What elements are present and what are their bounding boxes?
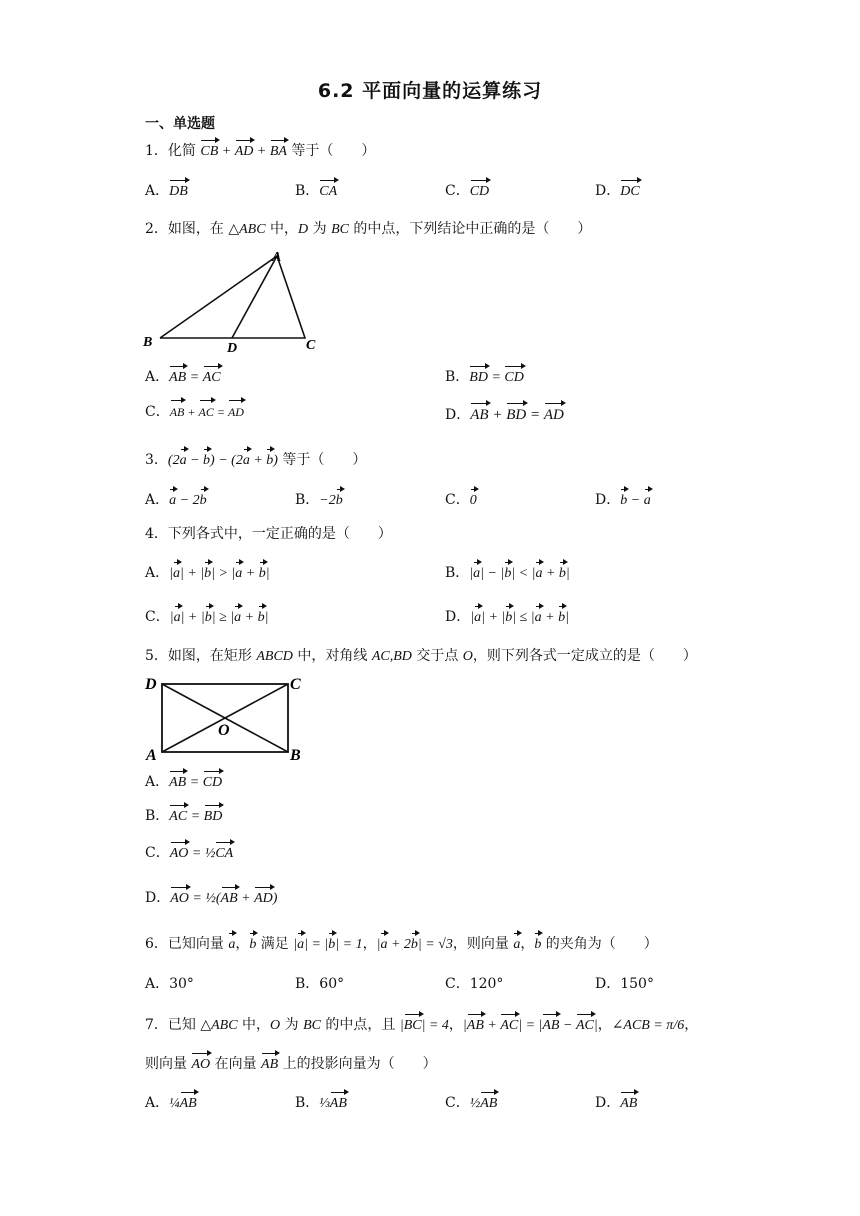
q1-option-b[interactable]: B．CA xyxy=(295,181,337,202)
question-7: 7．已知 △ABC 中，O 为 BC 的中点，且 |BC| = 4，|AB + AC| = |AB − AC|，∠ACB = π/6， xyxy=(145,1015,698,1036)
q7-option-a[interactable]: A．¼AB xyxy=(145,1093,197,1114)
q6-option-a[interactable]: A．30° xyxy=(145,976,194,992)
question-5: 5．如图，在矩形 ABCD 中，对角线 AC,BD 交于点 O，则下列各式一定成立的是（ ） xyxy=(145,648,697,664)
q6-option-d[interactable]: D．150° xyxy=(595,976,654,992)
question-6: 6．已知向量 a，b 满足 |a| = |b| = 1，|a + 2b| = √3，则向量 a，b 的夹角为（ ） xyxy=(145,934,658,955)
vertex-label-d: D xyxy=(227,341,238,353)
vertex-label-a: A xyxy=(272,250,282,265)
q4-option-b[interactable]: B．|a| − |b| < |a + b| xyxy=(445,563,570,584)
q3-option-b[interactable]: B．−2b xyxy=(295,490,343,511)
triangle-figure xyxy=(140,248,325,353)
question-1: 1．化简 CB + AD + BA 等于（ ） xyxy=(145,141,375,162)
q4-option-d[interactable]: D．|a| + |b| ≤ |a + b| xyxy=(445,607,569,628)
q5-option-c[interactable]: C．AO = ½CA xyxy=(145,843,233,864)
page-title: 6.2 平面向量的运算练习 xyxy=(317,80,543,102)
q1-option-d[interactable]: D．DC xyxy=(595,181,640,202)
svg-text:O: O xyxy=(218,722,230,739)
q7-option-b[interactable]: B．⅓AB xyxy=(295,1093,347,1114)
svg-text:C: C xyxy=(290,676,301,693)
svg-text:A: A xyxy=(146,747,157,764)
svg-text:B: B xyxy=(290,747,301,764)
q6-option-b[interactable]: B．60° xyxy=(295,976,345,992)
q3-option-c[interactable]: C．0 xyxy=(445,490,477,511)
question-4: 4．下列各式中，一定正确的是（ ） xyxy=(145,526,392,542)
svg-text:D: D xyxy=(145,676,157,693)
vertex-label-b: B xyxy=(143,335,153,350)
q2-option-a[interactable]: A．AB = AC xyxy=(145,367,221,388)
section-heading: 一、单选题 xyxy=(145,116,215,132)
q5-option-a[interactable]: A．AB = CD xyxy=(145,772,222,793)
question-3: 3．(2a − b) − (2a + b) 等于（ ） xyxy=(145,450,366,471)
question-7-line-2: 则向量 AO 在向量 AB 上的投影向量为（ ） xyxy=(145,1054,437,1075)
q4-option-a[interactable]: A．|a| + |b| > |a + b| xyxy=(145,563,270,584)
q2-option-b[interactable]: B．BD = CD xyxy=(445,367,524,388)
q3-option-d[interactable]: D．b − a xyxy=(595,490,651,511)
q2-option-d[interactable]: D．AB + BD = AD xyxy=(445,407,564,423)
q7-option-d[interactable]: D．AB xyxy=(595,1093,637,1114)
q5-option-b[interactable]: B．AC = BD xyxy=(145,806,222,827)
q3-option-a[interactable]: A．a − 2b xyxy=(145,490,207,511)
q1-option-c[interactable]: C．CD xyxy=(445,181,489,202)
q6-option-c[interactable]: C．120° xyxy=(445,976,504,992)
vertex-label-c: C xyxy=(306,338,316,353)
q4-option-c[interactable]: C．|a| + |b| ≥ |a + b| xyxy=(145,607,268,628)
rectangle-figure xyxy=(142,672,307,767)
question-2: 2．如图，在 △ABC 中，D 为 BC 的中点，下列结论中正确的是（ ） xyxy=(145,221,592,237)
q5-option-d[interactable]: D．AO = ½(AB + AD) xyxy=(145,888,277,909)
q1-option-a[interactable]: A．DB xyxy=(145,181,188,202)
q7-option-c[interactable]: C．½AB xyxy=(445,1093,497,1114)
q2-option-c[interactable]: C．AB + AC = AD xyxy=(145,404,244,420)
